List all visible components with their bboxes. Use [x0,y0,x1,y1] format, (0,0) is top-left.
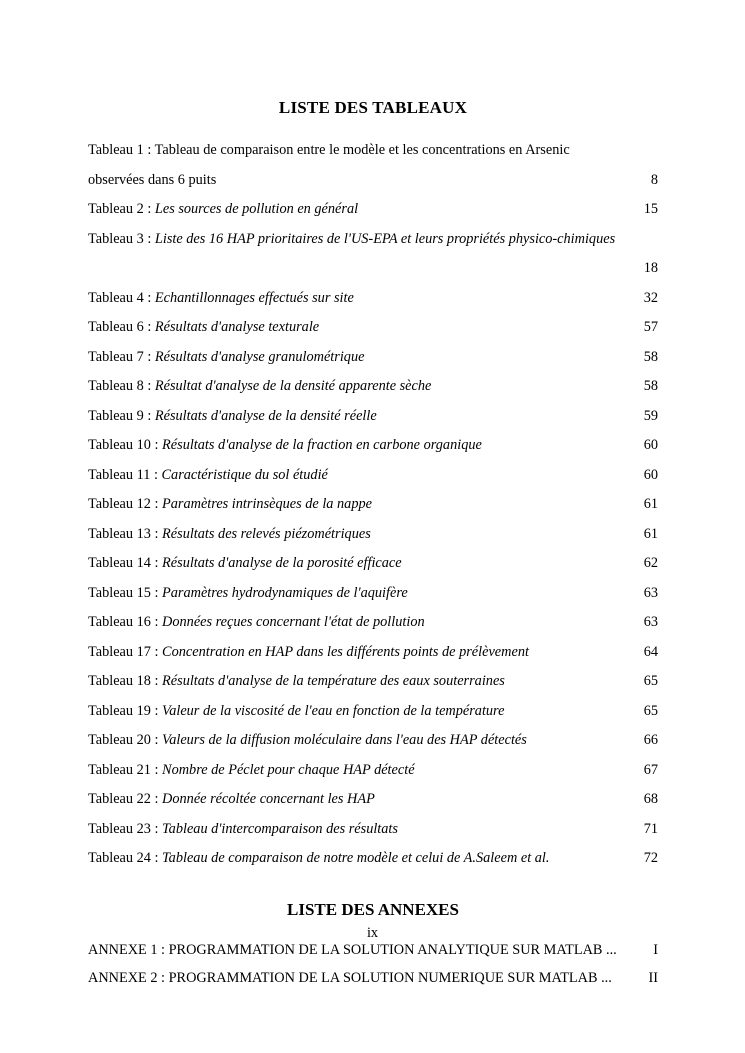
toc-leader-dots [220,181,658,195]
toc-entry-title: Données reçues concernant l'état de pollution [162,614,429,630]
toc-entry-table[interactable] [88,461,658,491]
toc-entry-page-number: 72 [641,844,658,874]
toc-entry-prefix: Tableau 7 : [88,348,155,365]
toc-entry-title: Résultats d'analyse granulométrique [154,348,369,365]
toc-entry-prefix: Tableau 12 : [88,496,163,512]
toc-entry-title: Tableau d'intercomparaison des résultats [162,820,402,837]
toc-leader-dots [380,417,658,431]
toc-entry-title: Résultats d'analyse de la température des eaux souterraines [162,673,509,689]
toc-entry-title: Résultats des relevés piézométriques [162,525,375,542]
toc-entry-table[interactable] [88,579,658,609]
toc-entry-table[interactable] [88,549,658,579]
toc-leader-dots [88,269,658,283]
toc-entry-title: Caractéristique du sol étudié [161,466,332,483]
toc-leader-dots [428,623,658,637]
toc-entry-table[interactable] [88,608,658,638]
toc-entry-prefix: Tableau 4 : [88,289,155,306]
toc-leader-dots [411,594,658,608]
toc-entry-table[interactable] [88,490,658,520]
toc-leader-dots [357,299,658,313]
toc-entry-table[interactable] [88,343,658,373]
toc-entry-page-number: 60 [641,431,658,461]
toc-entry-page-number: 64 [641,638,658,668]
toc-entry-page-number: 59 [641,402,658,432]
list-of-annexes-heading: LISTE DES ANNEXES [287,899,459,919]
toc-leader-dots [323,328,658,342]
page-content [88,98,658,992]
toc-entry-continuation: 8 observées dans 6 puits . . . [88,166,658,196]
toc-entry-continuation [88,254,658,284]
toc-leader-dots [485,446,658,460]
toc-entry-table[interactable] [88,785,658,815]
list-of-annexes [88,936,658,992]
toc-entry-title: Concentration en HAP dans les différents points de prélèvement [162,643,533,660]
toc-leader-dots [378,800,658,814]
toc-entry-prefix: Tableau 10 : [88,437,163,453]
toc-entry-prefix: Tableau 15 : [88,584,163,601]
list-of-tables [88,136,658,874]
toc-entry-title: Valeurs de la diffusion moléculaire dans l'eau des HAP détectés [162,732,531,748]
toc-entry-page-number: 67 [641,756,658,786]
toc-leader-dots [508,682,658,696]
toc-entry-page-number: 63 [641,608,658,638]
page-folio: ix [366,925,379,941]
toc-entry-prefix: Tableau 13 : [88,525,163,542]
toc-entry-prefix: Tableau 16 : [88,614,163,630]
toc-entry-prefix: Tableau 6 : [88,319,155,335]
toc-entry-title: Paramètres intrinsèques de la nappe [162,496,376,512]
toc-entry-title: Valeur de la viscosité de l'eau en fonction de la température [162,702,509,719]
toc-entry-page-number: 65 [641,697,658,727]
toc-entry-page-number: 61 [641,520,658,550]
toc-entry-table[interactable] [88,313,658,343]
toc-entry-prefix: Tableau 9 : [88,407,155,424]
toc-entry-page-number: 57 [641,313,658,343]
toc-entry-table[interactable] [88,638,658,668]
toc-entry-prefix: Tableau 18 : [88,673,163,689]
toc-entry-page-number: 58 [641,343,658,373]
toc-entry-table[interactable] [88,844,658,874]
toc-leader-dots [376,505,658,519]
toc-leader-dots [374,535,658,549]
toc-leader-dots [331,476,658,490]
toc-entry-page-number: 66 [641,726,658,756]
toc-entry-title: Résultat d'analyse de la densité apparente sèche [154,378,435,394]
toc-leader-dots [362,210,658,224]
toc-leader-dots [533,653,658,667]
toc-entry-page-number: 71 [641,815,658,845]
toc-leader-dots [405,564,658,578]
annex-entry-page-number: II [646,964,658,992]
toc-entry-prefix: Tableau 17 : [88,643,163,660]
toc-entry-title: Echantillonnages effectués sur site [154,289,358,306]
toc-entry-prefix: Tableau 2 : [88,201,155,217]
toc-leader-dots [530,741,658,755]
toc-leader-dots [368,358,658,372]
toc-entry-page-number: 32 [641,284,658,314]
toc-entry-table[interactable] [88,136,658,195]
toc-entry-table[interactable] [88,815,658,845]
toc-entry-page-number: 63 [641,579,658,609]
toc-entry-prefix: Tableau 14 : [88,555,163,571]
toc-entry-title: Paramètres hydrodynamiques de l'aquifère [162,584,412,601]
toc-entry-prefix: Tableau 22 : [88,791,163,807]
toc-entry-page-number: 68 [641,785,658,815]
toc-entry-title: Résultats d'analyse de la porosité efficace [162,555,406,571]
toc-entry-table[interactable] [88,402,658,432]
annex-entry[interactable] [88,964,658,992]
toc-entry-page-number: 65 [641,667,658,697]
toc-entry-title: Tableau 3 : Liste des 16 HAP prioritaires de l'US-EPA et leurs propriétés physico-chimiques [88,230,616,247]
toc-entry-title: Tableau 1 : Tableau de comparaison entre le modèle et les concentrations en Arsenic [88,142,570,158]
toc-entry-table[interactable] [88,667,658,697]
toc-entry-title: Donnée récoltée concernant les HAP [162,791,379,807]
toc-entry-title: Résultats d'analyse de la fraction en carbone organique [162,437,486,453]
toc-entry-prefix: Tableau 21 : [88,761,163,778]
toc-entry-page-number: 62 [641,549,658,579]
toc-entry-table[interactable] [88,697,658,727]
annex-entry-label: ANNEXE 2 : PROGRAMMATION DE LA SOLUTION NUMERIQUE SUR MATLAB ... [88,969,612,986]
toc-entry-title: Les sources de pollution en général [154,201,362,217]
toc-entry-table[interactable] [88,372,658,402]
toc-entry-page-number: 15 [641,195,658,225]
toc-entry-page-number: 8 [648,166,658,196]
annex-entry-label: ANNEXE 1 : PROGRAMMATION DE LA SOLUTION ANALYTIQUE SUR MATLAB ... [88,941,617,958]
toc-leader-dots [418,771,658,785]
toc-entry-title: Résultats d'analyse texturale [154,319,323,335]
annex-entry-page-number: I [651,936,658,964]
toc-entry-title: Tableau de comparaison de notre modèle et celui de A.Saleem et al. [162,850,554,866]
toc-leader-dots [553,859,658,873]
toc-leader-dots [435,387,658,401]
toc-entry-prefix: Tableau 8 : [88,378,155,394]
toc-entry-page-number: 60 [641,461,658,491]
toc-entry-prefix: Tableau 24 : [88,850,163,866]
toc-entry-page-number: 58 [641,372,658,402]
toc-leader-dots [508,712,658,726]
toc-entry-table[interactable] [88,284,658,314]
toc-entry-title: Nombre de Péclet pour chaque HAP détecté [162,761,419,778]
toc-entry-prefix: Tableau 11 : [88,466,162,483]
toc-entry-prefix: Tableau 20 : [88,732,163,748]
toc-entry-table[interactable] [88,726,658,756]
toc-entry-prefix: Tableau 19 : [88,702,163,719]
toc-entry-table[interactable] [88,195,658,225]
list-of-tables-heading: LISTE DES TABLEAUX [278,98,468,117]
toc-entry-title: Résultats d'analyse de la densité réelle [154,407,381,424]
toc-entry-table[interactable] [88,520,658,550]
toc-entry-page-number: 61 [641,490,658,520]
toc-leader-dots [402,830,658,844]
toc-entry-table[interactable] [88,225,658,284]
toc-entry-page-number: 18 [641,254,658,284]
toc-entry-table[interactable] [88,431,658,461]
toc-entry-table[interactable] [88,756,658,786]
toc-entry-prefix: Tableau 23 : [88,820,163,837]
